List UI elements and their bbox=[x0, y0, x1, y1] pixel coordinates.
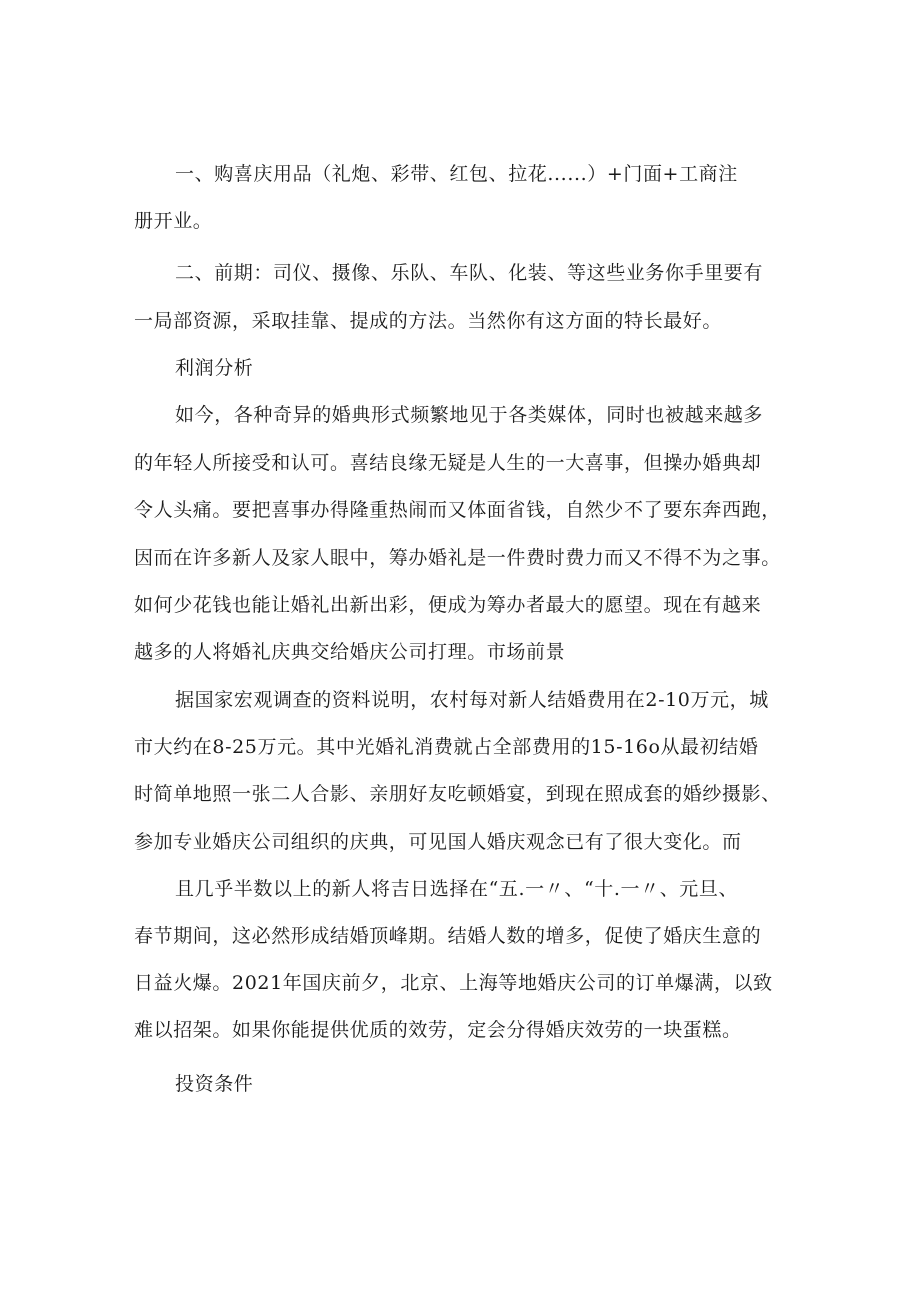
text-line-15: 参加专业婚庆公司组织的庆典，可见国人婚庆观念已有了很大变化。而 bbox=[134, 831, 742, 853]
text-line-2: 册开业。 bbox=[134, 210, 213, 232]
text-line-9: 因而在许多新人及家人眼中，筹办婚礼是一件费时费力而又不得不为之事。 bbox=[134, 547, 781, 569]
text-line-16: 且几乎半数以上的新人将吉日选择在“五.一〃、“十.一〃、元旦、 bbox=[175, 878, 739, 900]
section-heading-profit: 利润分析 bbox=[175, 357, 254, 379]
text-line-7: 的年轻人所接受和认可。喜结良缘无疑是人生的一大喜事，但操办婚典却 bbox=[134, 452, 762, 474]
text-line-18: 日益火爆。2021年国庆前夕，北京、上海等地婚庆公司的订单爆满，以致 bbox=[134, 972, 773, 994]
text-line-1: 一、购喜庆用品（礼炮、彩带、红包、拉花......）+门面+工商注 bbox=[175, 163, 738, 185]
text-line-17: 春节期间，这必然形成结婚顶峰期。结婚人数的增多，促使了婚庆生意的 bbox=[134, 925, 762, 947]
text-line-4: 一局部资源，采取挂靠、提成的方法。当然你有这方面的特长最好。 bbox=[134, 310, 723, 332]
section-heading-investment: 投资条件 bbox=[175, 1073, 254, 1095]
text-line-10: 如何少花钱也能让婚礼出新出彩，便成为筹办者最大的愿望。现在有越来 bbox=[134, 594, 762, 616]
text-line-19: 难以招架。如果你能提供优质的效劳，定会分得婚庆效劳的一块蛋糕。 bbox=[134, 1019, 742, 1041]
text-line-14: 时简单地照一张二人合影、亲朋好友吃顿婚宴，到现在照成套的婚纱摄影、 bbox=[134, 783, 781, 805]
text-line-6: 如今，各种奇异的婚典形式频繁地见于各类媒体，同时也被越来越多 bbox=[175, 404, 764, 426]
text-line-12: 据国家宏观调查的资料说明，农村每对新人结婚费用在2-10万元，城 bbox=[175, 689, 769, 711]
text-line-11: 越多的人将婚礼庆典交给婚庆公司打理。市场前景 bbox=[134, 641, 566, 663]
text-line-13: 市大约在8-25万元。其中光婚礼消费就占全部费用的15-16o从最初结婚 bbox=[134, 736, 759, 758]
text-line-8: 令人头痛。要把喜事办得隆重热闹而又体面省钱，自然少不了要东奔西跑， bbox=[134, 499, 781, 521]
text-line-3: 二、前期：司仪、摄像、乐队、车队、化装、等这些业务你手里要有 bbox=[175, 262, 764, 284]
